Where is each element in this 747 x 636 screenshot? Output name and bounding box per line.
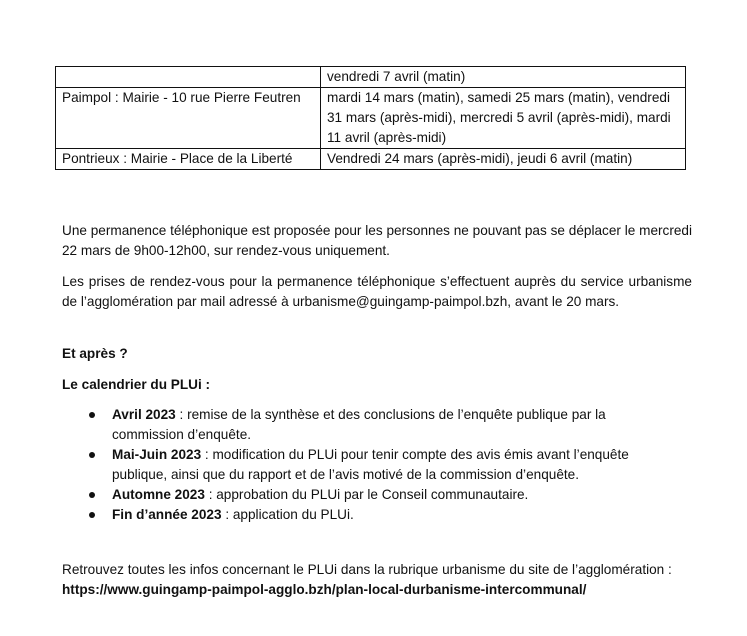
calendar-item-text: : remise de la synthèse et des conclusions de l’enquête publique par la commission d’enquête. [112,407,606,442]
table-cell-dates: Vendredi 24 mars (après-midi), jeudi 6 avril (matin) [321,149,686,170]
list-item [62,445,662,485]
footer-text [62,560,692,600]
calendar-list [62,405,662,525]
phone-paragraph-2: Les prises de rendez-vous pour la permanence téléphonique s’effectuent auprès du service urbanisme de l’agglomération par mail adressé à urbanisme@guingamp-paimpol.bzh, avant le 20 mars. [62,274,692,309]
table-row [56,67,686,88]
plui-link[interactable]: https://www.guingamp-paimpol-agglo.bzh/plan-local-durbanisme-intercommunal/ [62,582,587,597]
table-row [56,149,686,170]
bullet-icon [89,452,95,458]
calendar-item-label: Fin d’année 2023 [112,507,222,522]
after-heading: Et après ? [62,346,128,361]
table-cell-place [56,67,321,88]
list-item [62,485,662,505]
calendar-item-label: Mai-Juin 2023 [112,447,202,462]
bullet-icon [89,492,95,498]
table-cell-place: Pontrieux : Mairie - Place de la Liberté [56,149,321,170]
calendar-item-text: : modification du PLUi pour tenir compte des avis émis avant l’enquête publique, ainsi que du rapport et de l’avis motivé de la commission d’enquête. [112,447,629,482]
calendar-heading: Le calendrier du PLUi : [62,377,211,392]
calendar-item-text: : approbation du PLUi par le Conseil communautaire. [204,487,529,502]
calendar-item-label: Automne 2023 [112,487,205,502]
calendar-item-label: Avril 2023 [112,407,176,422]
permanence-table [55,66,686,170]
table-cell-place: Paimpol : Mairie - 10 rue Pierre Feutren [56,88,321,149]
bullet-icon [89,412,95,418]
table-cell-dates: vendredi 7 avril (matin) [321,67,686,88]
list-item [62,405,662,445]
table-row [56,88,686,149]
calendar-item-text: : application du PLUi. [221,507,354,522]
bullet-icon [89,512,95,518]
phone-paragraph-1: Une permanence téléphonique est proposée pour les personnes ne pouvant pas se déplacer le mercredi 22 mars de 9h00-12h00, sur rendez-vous uniquement. [62,223,692,258]
footer-sentence: Retrouvez toutes les infos concernant le PLUi dans la rubrique urbanisme du site de l’agglomération : [62,562,672,577]
list-item [62,505,662,525]
table-cell-dates: mardi 14 mars (matin), samedi 25 mars (matin), vendredi 31 mars (après-midi), mercredi 5 avril (après-midi), mardi 11 avril (après-midi) [321,88,686,149]
